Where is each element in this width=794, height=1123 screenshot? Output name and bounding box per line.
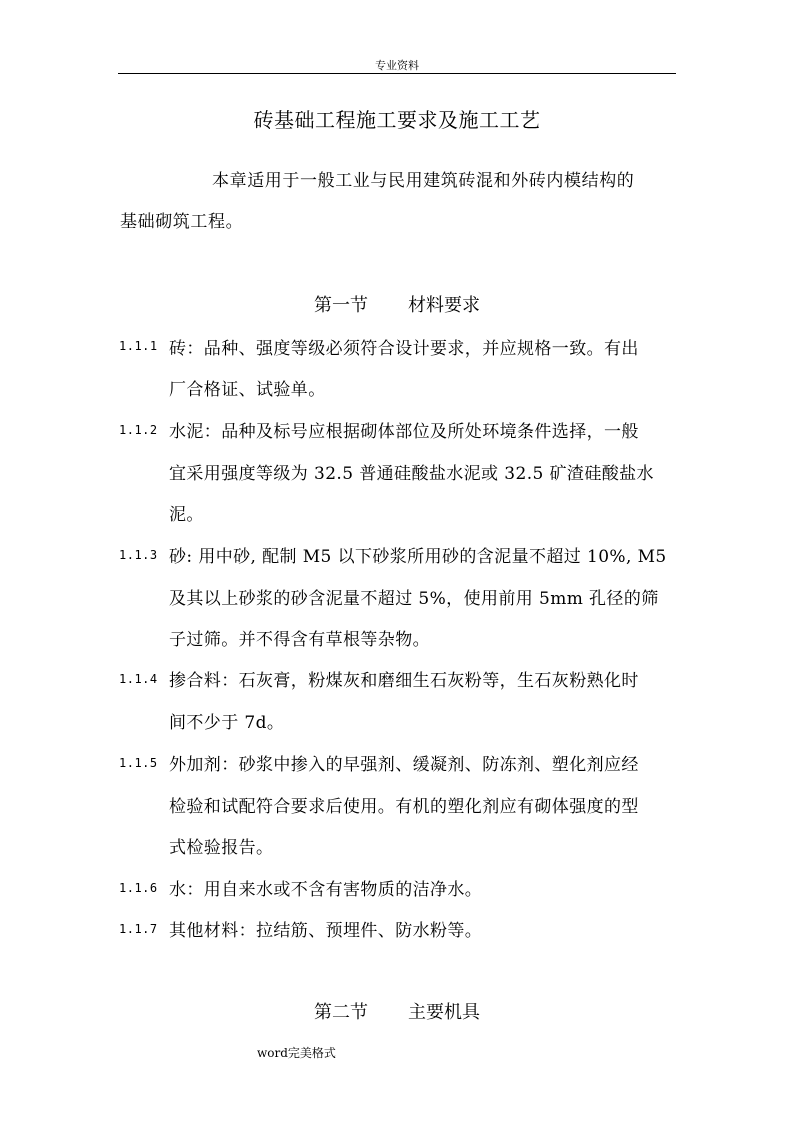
item-text-line: 砂: 用中砂, 配制 M5 以下砂浆所用砂的含泥量不超过 10%, M5	[169, 547, 667, 567]
item-text-line: 泥。	[169, 505, 204, 525]
section-number: 第二节	[314, 1002, 368, 1023]
item-text-line: 水：用自来水或不含有害物质的洁净水。	[169, 880, 483, 900]
intro-line-2: 基础砌筑工程。	[120, 212, 244, 232]
item-text-line: 其他材料：拉结筋、预埋件、防水粉等。	[169, 921, 483, 941]
item-number: 1.1.4	[119, 672, 158, 686]
item-number: 1.1.2	[119, 423, 158, 437]
page-header-text: 专业资料	[375, 59, 419, 72]
section-number: 第一节	[314, 295, 368, 316]
section-title: 主要机具	[408, 1002, 480, 1023]
item-text-line: 间不少于 7d。	[169, 713, 285, 733]
intro-line-1: 本章适用于一般工业与民用建筑砖混和外砖内模结构的	[212, 171, 635, 191]
item-text-line: 宜采用强度等级为 32.5 普通硅酸盐水泥或 32.5 矿渣硅酸盐水	[169, 464, 654, 484]
header-rule	[118, 73, 676, 74]
section-heading-1	[0, 291, 794, 317]
item-text-line: 检验和试配符合要求后使用。有机的塑化剂应有砌体强度的型	[169, 797, 639, 817]
item-text-line: 水泥：品种及标号应根据砌体部位及所处环境条件选择，一般	[169, 422, 639, 442]
item-number: 1.1.3	[119, 548, 158, 562]
item-text-line: 砖：品种、强度等级必须符合设计要求，并应规格一致。有出	[169, 339, 639, 359]
item-text-line: 及其以上砂浆的砂含泥量不超过 5%，使用前用 5mm 孔径的筛	[169, 589, 659, 609]
item-text-line: 厂合格证、试验单。	[169, 380, 326, 400]
item-text-line: 式检验报告。	[169, 838, 274, 858]
document-title: 砖基础工程施工要求及施工工艺	[253, 108, 541, 132]
section-title: 材料要求	[408, 295, 480, 316]
section-heading-2	[0, 998, 794, 1024]
item-text-line: 掺合料：石灰膏，粉煤灰和磨细生石灰粉等，生石灰粉熟化时	[169, 671, 639, 691]
item-number: 1.1.7	[119, 922, 158, 936]
item-text-line: 子过筛。并不得含有草根等杂物。	[169, 630, 430, 650]
page-footer-text: word完美格式	[257, 1046, 336, 1060]
item-number: 1.1.5	[119, 756, 158, 770]
item-number: 1.1.1	[119, 339, 158, 353]
item-text-line: 外加剂：砂浆中掺入的早强剂、缓凝剂、防冻剂、塑化剂应经	[169, 755, 639, 775]
item-number: 1.1.6	[119, 881, 158, 895]
